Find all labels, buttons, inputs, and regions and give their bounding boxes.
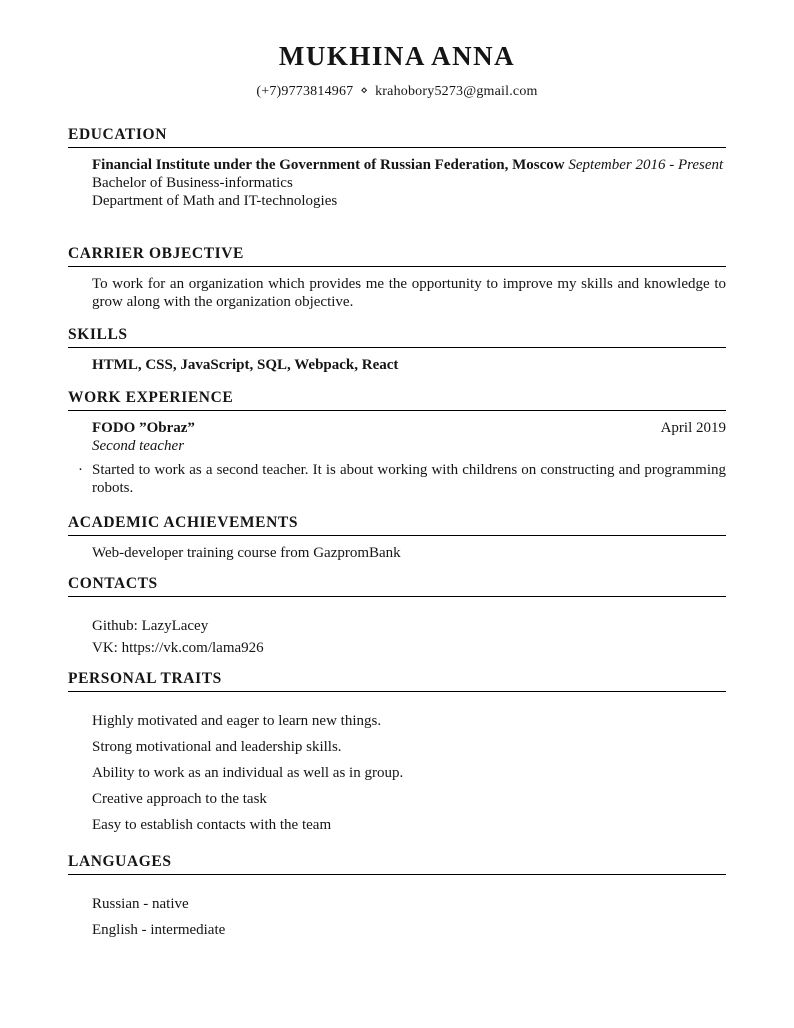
section-skills xyxy=(68,325,726,374)
job-bullet-item xyxy=(78,461,726,497)
contacts-header-rule xyxy=(68,574,726,597)
academic-achievements-header-rule xyxy=(68,513,726,536)
company-name: FODO ”Obraz” xyxy=(92,420,195,436)
email-address: krahobory5273@gmail.com xyxy=(375,84,538,99)
skills-list: HTML, CSS, JavaScript, SQL, Webpack, React xyxy=(92,357,399,373)
contacts-heading: CONTACTS xyxy=(68,575,158,592)
section-work-experience xyxy=(68,388,726,497)
section-education xyxy=(68,125,726,210)
academic-achievements-body xyxy=(68,544,726,562)
job-date: April 2019 xyxy=(660,420,726,436)
trait-item: Ability to work as an individual as well as in group. xyxy=(92,765,404,781)
education-body xyxy=(68,156,726,210)
skills-header-rule xyxy=(68,325,726,348)
phone-number: (+7)9773814967 xyxy=(256,84,354,99)
section-carrier-objective xyxy=(68,244,726,311)
work-experience-heading: WORK EXPERIENCE xyxy=(68,389,234,406)
resume-header xyxy=(68,40,726,101)
diamond-separator-icon: ⋄ xyxy=(360,83,369,97)
languages-heading: LANGUAGES xyxy=(68,853,172,870)
contact-line xyxy=(68,81,726,101)
education-header-rule xyxy=(68,125,726,148)
personal-traits-body xyxy=(68,712,726,834)
carrier-objective-header-rule xyxy=(68,244,726,267)
education-degree: Bachelor of Business-informatics xyxy=(92,175,293,191)
contact-github: Github: LazyLacey xyxy=(92,618,209,634)
bullet-dot-icon: · xyxy=(78,462,83,478)
job-role: Second teacher xyxy=(92,438,185,454)
language-item: English - intermediate xyxy=(92,922,226,938)
academic-achievement-text: Web-developer training course from GazpromBank xyxy=(92,545,401,561)
job-title-line xyxy=(92,419,726,437)
language-item: Russian - native xyxy=(92,896,189,912)
education-department: Department of Math and IT-technologies xyxy=(92,193,338,209)
work-experience-header-rule xyxy=(68,388,726,411)
personal-traits-header-rule xyxy=(68,669,726,692)
contact-vk: VK: https://vk.com/lama926 xyxy=(92,640,264,656)
carrier-objective-body xyxy=(68,275,726,311)
trait-item: Highly motivated and eager to learn new things. xyxy=(92,713,382,729)
institution-name: Financial Institute under the Government of Russian Federation, Moscow xyxy=(92,157,565,173)
languages-header-rule xyxy=(68,852,726,875)
trait-item: Creative approach to the task xyxy=(92,791,267,807)
academic-achievements-heading: ACADEMIC ACHIEVEMENTS xyxy=(68,514,299,531)
trait-item: Easy to establish contacts with the team xyxy=(92,817,332,833)
section-personal-traits xyxy=(68,669,726,834)
carrier-objective-text: To work for an organization which provides me the opportunity to improve my skills and knowledge to grow along with the organization objective. xyxy=(92,276,726,310)
candidate-name: MUKHINA ANNA xyxy=(278,41,516,71)
carrier-objective-heading: CARRIER OBJECTIVE xyxy=(68,245,244,262)
education-heading: EDUCATION xyxy=(68,126,167,143)
section-contacts xyxy=(68,574,726,657)
work-experience-body xyxy=(68,419,726,497)
section-academic-achievements xyxy=(68,513,726,562)
skills-heading: SKILLS xyxy=(68,326,128,343)
education-entry xyxy=(92,156,726,174)
skills-body xyxy=(68,356,726,374)
languages-body xyxy=(68,895,726,939)
section-languages xyxy=(68,852,726,939)
contacts-body xyxy=(68,617,726,657)
personal-traits-heading: PERSONAL TRAITS xyxy=(68,670,222,687)
job-bullet-text: Started to work as a second teacher. It is about working with childrens on constructing and programming robots. xyxy=(92,462,726,496)
trait-item: Strong motivational and leadership skills. xyxy=(92,739,342,755)
education-dates: September 2016 - Present xyxy=(568,157,724,173)
